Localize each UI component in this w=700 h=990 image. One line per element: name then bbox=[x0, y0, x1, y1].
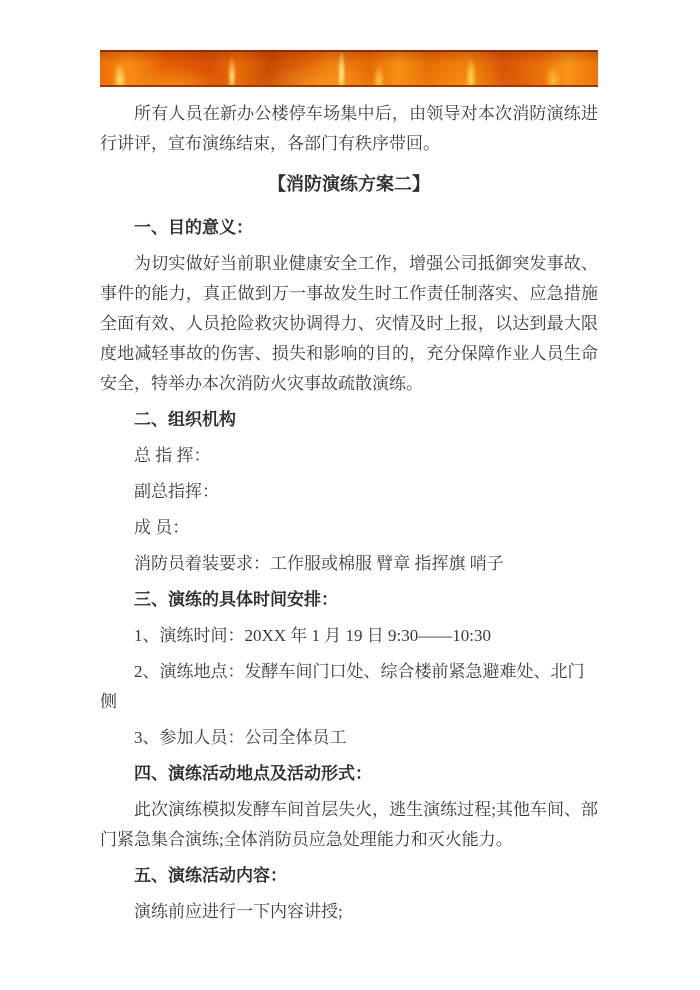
firefighter-dress-line: 消防员着装要求：工作服或棉服 臂章 指挥旗 哨子 bbox=[134, 554, 504, 573]
drill-time-line: 1、演练时间：20XX 年 1 月 19 日 9:30——10:30 bbox=[134, 626, 491, 645]
section-5-line: 演练前应进行一下内容讲授; bbox=[134, 902, 343, 921]
drill-participants-line: 3、参加人员：公司全体员工 bbox=[134, 728, 347, 747]
section-1-paragraph: 为切实做好当前职业健康安全工作，增强公司抵御突发事故、事件的能力，真正做到万一事故发生时工作责任制落实、应急措施全面有效、人员抢险救灾协调得力、灾情及时上报，以达到最大限度地减轻事故的伤害、损失和影响的目的，充分保障作业人员生命安全，特举办本次消防火灾事故疏散演练。 bbox=[100, 254, 598, 393]
section-heading-2: 二、组织机构 bbox=[134, 410, 236, 429]
deputy-commander-line: 副总指挥： bbox=[134, 482, 219, 501]
intro-paragraph: 所有人员在新办公楼停车场集中后，由领导对本次消防演练进行讲评，宣布演练结束，各部门有秩序带回。 bbox=[100, 104, 598, 153]
members-line: 成 员： bbox=[134, 518, 190, 537]
section-heading-3: 三、演练的具体时间安排： bbox=[134, 590, 338, 609]
commander-line: 总 指 挥： bbox=[134, 446, 211, 465]
section-4-paragraph: 此次演练模拟发酵车间首层失火，逃生演练过程;其他车间、部门紧急集合演练;全体消防员应急处理能力和灭火能力。 bbox=[100, 800, 598, 849]
section-heading-5: 五、演练活动内容： bbox=[134, 866, 287, 885]
fire-banner-image bbox=[100, 50, 598, 87]
section-heading-4: 四、演练活动地点及活动形式： bbox=[134, 764, 372, 783]
document-title: 【消防演练方案二】 bbox=[268, 174, 430, 194]
drill-location-line: 2、演练地点：发酵车间门口处、综合楼前紧急避难处、北门侧 bbox=[100, 662, 585, 711]
section-heading-1: 一、目的意义： bbox=[134, 218, 253, 237]
